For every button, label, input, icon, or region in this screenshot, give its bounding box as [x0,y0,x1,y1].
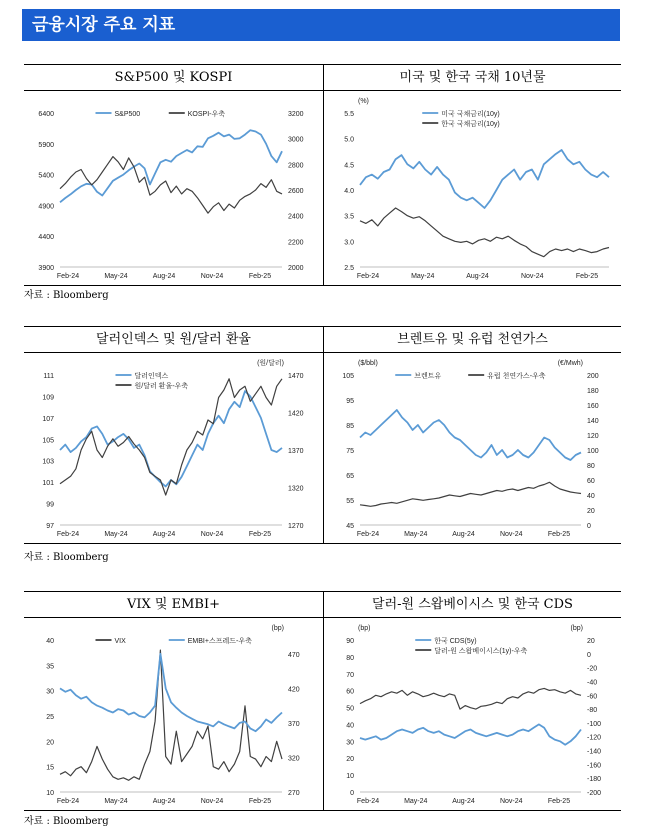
x-tick-label: Feb-25 [248,798,272,805]
y-tick-label-right: -140 [587,748,602,756]
y-tick-label-right: -40 [587,679,598,687]
y-tick-label-left: 99 [46,501,54,509]
y-tick-label-right: -60 [587,693,598,701]
chart-panel-row-3 [24,591,621,811]
y-tick-label-right: 60 [587,478,595,485]
legend-label: 한국 국채금리(10y) [441,121,500,128]
x-tick-label: Feb-24 [356,273,380,280]
x-tick-label: Nov-24 [520,273,544,280]
y-tick-label-left: 85 [346,423,354,430]
legend-label: EMBI+스프레드-우축 [187,638,252,645]
source-note: 자료 : Bloomberg [24,552,109,563]
y-tick-label-right: -20 [587,665,598,673]
x-tick-label: Feb-25 [248,531,272,538]
chart-vix-embi [24,618,322,810]
y-tick-label-left: 107 [42,415,54,423]
x-tick-label: Feb-24 [56,273,80,280]
source-note: 자료 : Bloomberg [24,290,109,301]
legend-label: VIX [114,638,126,645]
chart-panel-row-1 [24,64,621,286]
y-tick-label-right: 420 [288,686,300,694]
x-tick-label: Aug-24 [152,273,176,280]
y-tick-label-left: 25 [46,714,54,721]
x-tick-label: May-24 [104,798,128,805]
series-line [60,650,282,780]
y-tick-label-right: 160 [587,403,599,410]
y-tick-label-right: -80 [587,707,598,715]
y-tick-label-right: 200 [587,373,599,380]
chart-title-sp500-kospi: S&P500 및 KOSPI [114,70,233,85]
y-tick-label-left: 95 [346,398,354,405]
y-tick-label-left: 105 [42,437,54,445]
y-tick-label-right: 2000 [288,265,304,272]
x-tick-label: Aug-24 [152,531,176,538]
y-tick-label-left: 15 [46,764,54,772]
source-note: 자료 : Bloomberg [24,816,109,827]
y-tick-label-left: 10 [346,773,354,781]
x-tick-label: May-24 [404,531,428,538]
y-tick-label-right: 40 [587,493,595,500]
y-tick-label-left: 4.0 [344,188,354,195]
y-tick-label-right: 2200 [288,239,304,247]
y-tick-label-right: 270 [288,790,300,797]
y-tick-label-right: 140 [587,418,599,425]
y-tick-label-right: 0 [587,523,591,530]
series-line [60,157,282,214]
legend-label: 유럽 천연가스-우축 [487,373,546,380]
legend-label: 달러인덱스 [134,373,169,380]
y-tick-label-left: 70 [346,671,354,679]
y-tick-label-right: 1420 [288,410,304,418]
y-unit-left: (bp) [358,625,371,632]
y-tick-label-right: 180 [587,388,599,395]
x-tick-label: Aug-24 [466,273,489,280]
x-tick-label: Nov-24 [200,531,224,538]
series-line [60,654,282,731]
y-tick-label-right: 1270 [288,523,304,530]
y-tick-label-right: 3000 [288,136,304,144]
series-line [360,208,609,257]
y-tick-label-left: 109 [42,394,54,402]
y-tick-label-right: -180 [587,776,602,784]
y-tick-label-right: 370 [288,720,300,728]
y-tick-label-left: 5900 [38,141,54,149]
y-tick-label-left: 101 [42,480,54,488]
x-tick-label: Feb-24 [356,798,380,805]
x-tick-label: Nov-24 [499,798,523,805]
y-tick-label-left: 97 [46,523,54,530]
x-tick-label: May-24 [104,531,128,538]
y-tick-label-right: 100 [587,448,599,455]
y-tick-label-right: 0 [587,651,591,659]
x-tick-label: Nov-24 [200,273,224,280]
chart-sp500-kospi [24,91,322,285]
x-tick-label: Aug-24 [152,798,176,805]
y-tick-label-right: 20 [587,638,595,645]
y-tick-label-left: 6400 [38,111,54,118]
y-tick-label-left: 10 [46,790,54,797]
y-tick-label-left: 103 [42,458,54,466]
y-unit-left: (%) [358,98,369,105]
chart-brent-gas [324,353,621,543]
chart-swap-basis-cds [324,618,621,810]
series-line [360,688,581,709]
x-tick-label: Feb-24 [56,531,80,538]
y-tick-label-left: 5400 [38,172,54,180]
y-tick-label-left: 111 [43,373,54,380]
x-tick-label: May-24 [404,798,428,805]
x-tick-label: May-24 [104,273,128,280]
series-line [360,482,581,506]
report-header [22,9,620,41]
chart-dollar-index-krw [24,353,322,543]
x-tick-label: Aug-24 [452,798,475,805]
chart-title-swap-cds: 달러-원 스왑베이시스 및 한국 CDS [372,597,573,612]
y-unit-left: ($/bbl) [358,360,378,367]
x-tick-label: Feb-25 [575,273,599,280]
y-tick-label-left: 3.5 [344,213,354,221]
legend-label: 미국 국채금리(10y) [441,111,500,118]
y-unit-right: (€/Mwh) [557,360,583,367]
y-tick-label-left: 65 [346,473,354,480]
legend-label: 원/달러 환율-우축 [134,383,189,390]
report-title: 금융시장 주요 지표 [32,15,176,35]
x-tick-label: Nov-24 [200,798,224,805]
y-tick-label-left: 60 [346,688,354,696]
y-tick-label-right: 80 [587,463,595,470]
y-tick-label-right: 2400 [288,213,304,221]
x-tick-label: Feb-24 [56,798,80,805]
y-tick-label-left: 50 [346,705,354,713]
y-tick-label-right: 2600 [288,188,304,195]
y-tick-label-left: 0 [350,790,354,797]
y-tick-label-left: 4.5 [344,162,354,170]
y-tick-label-left: 20 [346,756,354,764]
y-tick-label-left: 3.0 [344,239,354,247]
y-tick-label-right: 120 [587,433,599,440]
y-tick-label-left: 5.0 [344,136,354,144]
y-tick-label-right: 1370 [288,448,304,455]
x-tick-label: Feb-25 [547,531,571,538]
y-tick-label-right: -160 [587,762,602,770]
y-tick-label-right: -200 [587,790,602,797]
chart-title-dollar-krw: 달러인덱스 및 원/달러 환율 [96,332,251,347]
y-tick-label-right: 2800 [288,162,304,170]
series-line [60,379,282,495]
y-tick-label-right: 1320 [288,485,304,493]
x-tick-label: Feb-25 [248,273,272,280]
x-tick-label: Aug-24 [452,531,475,538]
chart-title-vix-embi: VIX 및 EMBI+ [127,597,220,612]
x-tick-label: Feb-24 [356,531,380,538]
series-line [360,410,581,460]
y-tick-label-left: 80 [346,654,354,662]
y-tick-label-left: 40 [346,722,354,730]
y-tick-label-right: 20 [587,508,595,515]
y-tick-label-right: -100 [587,720,602,728]
chart-title-brent-gas: 브렌트유 및 유럽 천연가스 [397,332,548,347]
y-tick-label-left: 105 [342,373,354,380]
legend-label: KOSPI-우축 [187,111,226,118]
y-unit-right: (bp) [570,625,583,632]
y-tick-label-left: 35 [46,663,54,671]
y-tick-label-right: 1470 [288,373,304,380]
y-tick-label-left: 90 [346,638,354,645]
x-tick-label: May-24 [411,273,435,280]
y-tick-label-left: 4900 [38,203,54,211]
legend-label: S&P500 [114,111,141,118]
y-unit-right: (bp) [271,625,284,632]
y-unit-right: (원/달러) [257,360,284,367]
y-tick-label-left: 20 [46,739,54,747]
y-tick-label-left: 5.5 [344,111,354,118]
y-tick-label-left: 30 [346,739,354,747]
y-tick-label-left: 75 [346,448,354,455]
chart-panel-row-2 [24,326,621,544]
y-tick-label-left: 3900 [38,265,54,272]
y-tick-label-left: 30 [46,688,54,696]
legend-label: 한국 CDS(5y) [434,638,477,645]
y-tick-label-right: 470 [288,651,300,659]
y-tick-label-right: 3200 [288,111,304,118]
chart-title-treasury: 미국 및 한국 국채 10년물 [399,70,546,85]
x-tick-label: Feb-25 [547,798,571,805]
y-tick-label-right: -120 [587,734,602,742]
y-tick-label-left: 55 [346,498,354,505]
chart-treasury-yields [324,91,621,285]
y-tick-label-left: 2.5 [344,265,354,272]
series-line [360,724,581,744]
legend-label: 브렌트유 [414,373,442,380]
y-tick-label-left: 4400 [38,234,54,242]
y-tick-label-left: 45 [346,523,354,530]
legend-label: 달러-원 스왑베이시스(1y)-우축 [434,648,528,655]
series-line [360,150,609,208]
y-tick-label-left: 40 [46,638,54,645]
x-tick-label: Nov-24 [499,531,523,538]
y-tick-label-right: 320 [288,755,300,763]
